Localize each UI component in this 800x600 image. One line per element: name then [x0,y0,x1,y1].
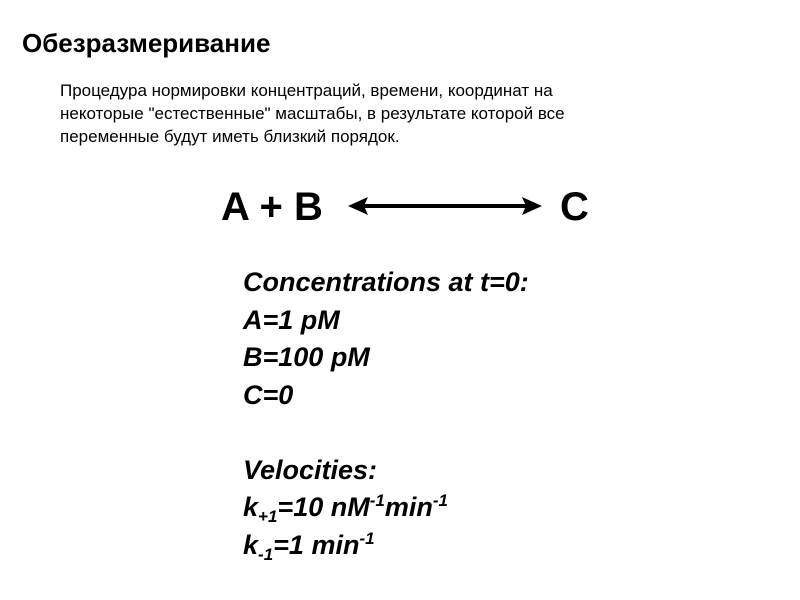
concentrations-heading: Concentrations at t=0: [243,267,529,297]
k-forward-unit-exponent-2: -1 [432,491,448,510]
description-line-3: переменные будут иметь близкий порядок. [60,127,400,146]
k-forward-unit-exponent-1: -1 [369,491,385,510]
concentration-b: B=100 pM [243,342,370,372]
slide-title: Обезразмеривание [22,28,271,58]
reaction-reactants: A + B [221,185,323,229]
k-reverse-symbol: k [243,529,259,560]
parameters-block [243,264,529,564]
concentration-c: C=0 [243,379,294,410]
k-forward-subscript: +1 [258,507,278,526]
rate-constant-forward [243,489,529,527]
description-line-1: Процедура нормировки концентраций, времени, координат на [60,81,553,100]
blank-row [243,414,529,452]
k-forward-value: =10 nM [277,492,370,522]
k-forward-unit-2: min [384,492,433,522]
velocities-heading: Velocities: [243,454,378,485]
k-reverse-subscript: -1 [258,544,274,564]
concentration-a: A=1 pM [243,304,340,335]
slide-description [60,79,680,148]
reaction-product: C [560,185,589,229]
k-reverse-value: =1 min [273,529,360,560]
k-forward-symbol: k [243,492,259,522]
description-line-2: некоторые "естественные" масштабы, в результате которой все [60,104,565,123]
double-headed-arrow-icon [348,193,542,219]
rate-constant-reverse [243,527,529,565]
k-reverse-unit-exponent: -1 [359,528,375,548]
